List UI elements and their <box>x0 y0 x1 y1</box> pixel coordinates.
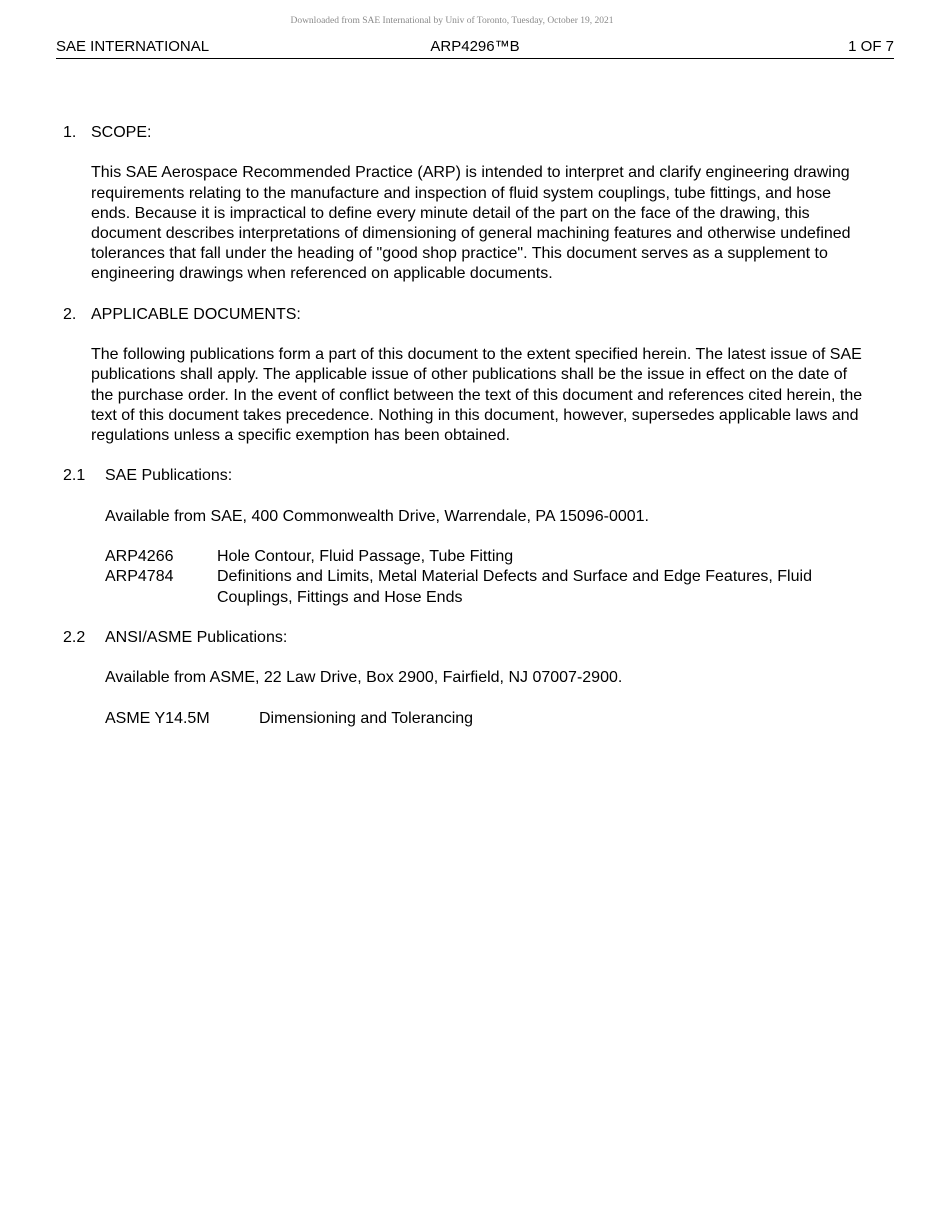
reference-row <box>105 567 863 607</box>
section-scope-heading <box>63 123 863 143</box>
reference-row <box>105 547 863 567</box>
applicable-paragraph: The following publications form a part of this document to the extent specified herein. The latest issue of SAE publications shall apply. The applicable issue of other publications shall be the issue in effect on the date of the purchase order. In the event of conflict between the text of this document and references cited herein, the text of this document takes precedence. Nothing in this document, however, supersedes applicable laws and regulations unless a specific exemption has been obtained. <box>91 346 863 444</box>
header-page-number: 1 OF 7 <box>848 38 894 55</box>
reference-code: ARP4784 <box>105 568 174 586</box>
document-body <box>63 123 863 729</box>
section-ansi-publications-heading <box>63 628 863 648</box>
section-title: SCOPE: <box>91 124 152 141</box>
sae-reference-list <box>105 547 863 608</box>
header-doc-id: ARP4296™B <box>430 38 520 55</box>
reference-title: Hole Contour, Fluid Passage, Tube Fitting <box>217 548 514 566</box>
section-number: 2. <box>63 305 77 323</box>
download-watermark: Downloaded from SAE International by Univ of Toronto, Tuesday, October 19, 2021 <box>290 16 614 26</box>
reference-row <box>105 709 863 729</box>
reference-code: ASME Y14.5M <box>105 709 210 727</box>
header-org: SAE INTERNATIONAL <box>56 38 210 55</box>
section-title: ANSI/ASME Publications: <box>105 628 288 646</box>
ansi-availability-text: Available from ASME, 22 Law Drive, Box 2900, Fairfield, NJ 07007-2900. <box>105 669 623 687</box>
section-title: APPLICABLE DOCUMENTS: <box>91 305 301 323</box>
reference-code: ARP4266 <box>105 548 174 566</box>
scope-paragraph: This SAE Aerospace Recommended Practice (ARP) is intended to interpret and clarify engineering drawing requirements relating to the manufacture and inspection of fluid system couplings, tube fittings, and hose ends. Because it is impractical to define every minute detail of the part on the face of the drawing, this document describes interpretations of dimensioning of general machining features and otherwise undefined tolerances that fall under the heading of "good shop practice". This document serves as a supplement to engineering drawings when referenced on applicable documents. <box>91 164 851 283</box>
reference-title: Dimensioning and Tolerancing <box>259 709 474 727</box>
section-applicable-heading <box>63 305 863 325</box>
section-number: 2.1 <box>63 467 86 485</box>
reference-title: Definitions and Limits, Metal Material Defects and Surface and Edge Features, Fluid Couplings, Fittings and Hose Ends <box>217 568 812 606</box>
page-header <box>56 38 894 59</box>
ansi-reference-list <box>105 709 863 729</box>
section-title: SAE Publications: <box>105 467 233 485</box>
sae-availability-text: Available from SAE, 400 Commonwealth Drive, Warrendale, PA 15096-0001. <box>105 507 649 525</box>
section-number: 1. <box>63 124 77 141</box>
section-sae-publications-heading <box>63 466 863 486</box>
section-number: 2.2 <box>63 628 86 646</box>
